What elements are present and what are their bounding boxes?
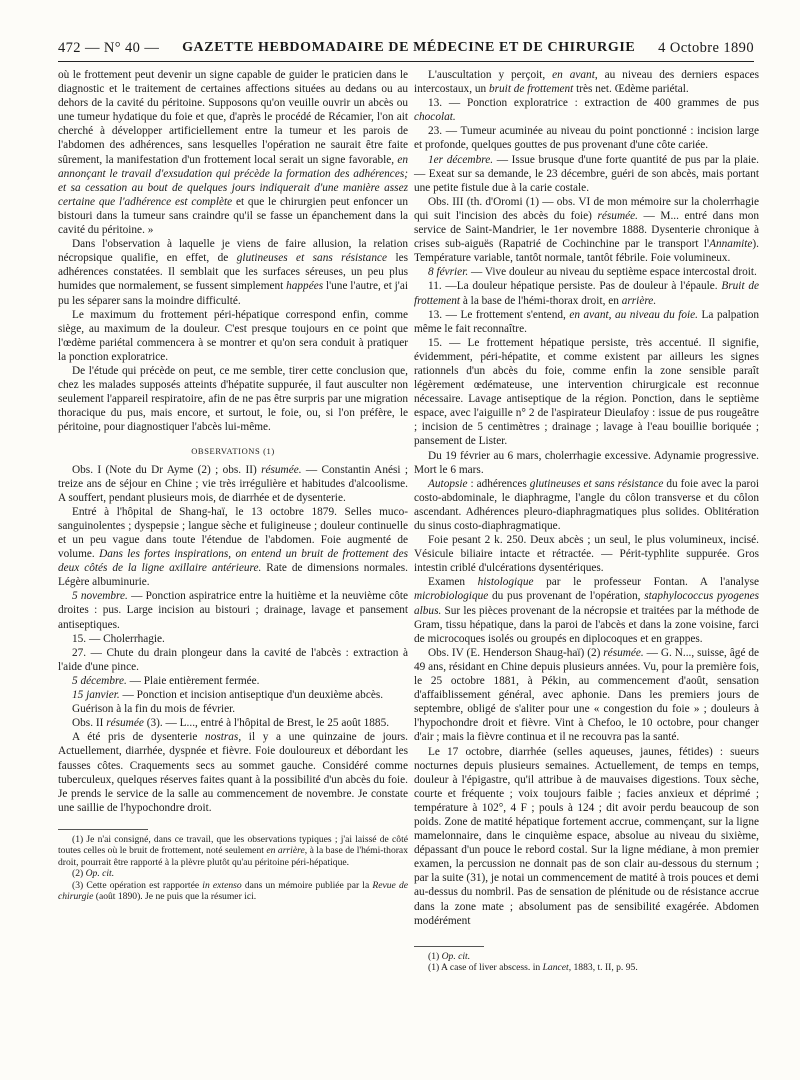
footnote: (1) Op. cit.	[428, 950, 471, 962]
section-heading: OBSERVATIONS (1)	[191, 446, 275, 457]
paragraph: où le frottement peut devenir un signe capable de guider le praticien dans le diagnostic et le traitement de certaines affections situées au dedans ou au dehors de la cavité du péritoine. Supposons qu'on veuille ouvrir un abcès ou une tumeur hydatique du foie et que, d'après le procédé de Récamier, l'on ait cherché à développer artificiellement entre la tumeur et les parois de l'abdomen des adhérences, sans lesquelles l'opération ne saurait être faite sûrement, la manifestation d'un frottement local serait un signe favorable, en annonçant le travail d'exsudation qui précède la formation des adhérences; et sa cessation au bout de quelques jours indiquerait d'une manière assez certaine que l'adhérence est complète et que le chirurgien peut enfoncer un bistouri dans la tumeur sans craindre qu'il se fasse un épanchement dans la cavité du péritoine. »	[58, 69, 409, 237]
entry: 15 janvier. — Ponction et incision antiseptique d'un deuxième abcès.	[72, 689, 384, 702]
entry: 5 novembre. — Ponction aspiratrice entre la huitième et la neuvième côte droites : pus. Large incision au bistouri ; drainage, lavage et pansement antiseptiques.	[58, 590, 409, 631]
paragraph: Dans l'observation à laquelle je viens de faire allusion, la relation nécropsique qualifie, en effet, de glutineuses et sans résistance les adhérences constatées. Il semblait que les surfaces séreuses, un peu plus humides que normalement, se fussent simplement happées l'une l'autre, et j'ai pu les séparer sans la moindre difficulté.	[58, 238, 409, 307]
paragraph: De l'étude qui précède on peut, ce me semble, tirer cette conclusion que, chez les malades supposés atteints d'hépatite suppurée, il faut ausculter non seulement l'appareil respiratoire, afin de ne pas être surpris par une migration thoracique du pus, mais encore, et surtout, le foie, ou, si l'on préfère, le péritoine, pour diagnostiquer l'abcès lui-même.	[58, 364, 408, 434]
entry: 15. — Cholerrhagie.	[72, 632, 165, 645]
observation: Obs. IV (E. Henderson Shaug-haï) (2) résumée. — G. N..., suisse, âgé de 49 ans, résidant en Chine depuis plusieurs années. Vu, pour la première fois, le 25 octobre 1881, à Pékin, au commencement d'août, sensation d'affaiblissement général, avec aphonie. Dans les premiers jours de septembre, obligé de s'aliter pour une « congestion du foie » ; douleurs à l'hypochondre droit et fièvre. Vint à Chefoo, le 10 octobre, pour changer d'air ; mais la fièvre continua et il ne recouvra pas la santé.	[414, 646, 760, 744]
footnote: (3) Cette opération est rapportée in extenso dans un mémoire publiée par la Revue de chirurgie (août 1890). Je ne puis que la résumer ici.	[58, 879, 409, 902]
paragraph: L'auscultation y perçoit, en avant, au niveau des derniers espaces intercostaux, un bruit de frottement très net. Œdème pariétal.	[414, 69, 759, 96]
footnote: (1) A case of liver abscess. in Lancet, 1883, t. II, p. 95.	[428, 962, 638, 974]
paragraph: Le 17 octobre, diarrhée (selles aqueuses, jaunes, fétides) : sueurs nocturnes depuis plusieurs semaines. Actuellement, de temps en temps, douleur à l'épigastre, qu'il attribue à de mauvaises digestions. Toux sèche, courte et fréquente ; voix toujours faible ; facies anxieux et déprimé ; température à 102°, 4 F ; pouls à 124 ; dit avoir perdu beaucoup de son poids. Zone de matité hépatique fortement accrue, commençant, sur la ligne mamelonnaire, dans le cinquième espace, absolue au niveau du sixième, dépassant d'un pouce le rebord costal. Sur la ligne médiane, à mon premier examen, la percussion ne donnait pas de son clair au-dessous du sternum ; par la suite (31), je notai un commencement de matité à trois pouces et demi au-dessus du nombril. Pas de sensation de plénitude ou de résistance accrue dans la zone mate ; absolument pas de sensibilité exagérée. Abdomen modérément	[414, 745, 759, 927]
entry: Guérison à la fin du mois de février.	[72, 703, 236, 716]
entry: 23. — Tumeur acuminée au niveau du point ponctionné : incision large et profonde, quelques gouttes de pus provenant d'une côte cariée.	[414, 125, 759, 152]
entry: 13. — Le frottement s'entend, en avant, au niveau du foie. La palpation même le fait reconnaître.	[414, 308, 760, 335]
paragraph: Autopsie : adhérences glutineuses et sans résistance du foie avec la paroi costo-abdominale, le diaphragme, l'angle du côlon transverse et du côlon ascendant. Adhérences pleuro-diaphragmatiques plus solides. Oblitération du sinus costo-diaphragmatique.	[414, 477, 760, 532]
paragraph: A été pris de dysenterie nostras, il y a une quinzaine de jours. Actuellement, diarrhée, dyspnée et fièvre. Foie douloureux et débordant les fausses côtes. Craquements secs au sommet gauche. Considéré comme tuberculeux, quelques réserves faites quant à la possibilité d'un abcès du foie. Je prends le service de la salle au commencement de novembre. Je constate une saillie de l'hypochondre droit.	[58, 731, 409, 814]
issue-date: 4 Octobre 1890	[658, 39, 754, 56]
footnotes	[58, 830, 408, 902]
footnote: (1) Je n'ai consigné, dans ce travail, que les observations typiques ; j'ai laissé de côté toutes celles où le bruit de frottement, noté seulement en arrière, à la base de l'hémi-thorax droit, pourrait être rapporté à la plèvre plutôt qu'au péritoine péri-hépatique.	[58, 833, 408, 868]
page-number: 472 — N° 40 —	[58, 39, 160, 56]
entry: 1er décembre. — Issue brusque d'une forte quantité de pus par la plaie. — Exeat sur sa demande, le 23 décembre, guéri de son abcès, mais portant une petite fistule due à la carie costale.	[414, 153, 759, 194]
page-header	[58, 36, 754, 60]
entry: 8 février. — Vive douleur au niveau du septième espace intercostal droit.	[428, 266, 757, 279]
entry: 13. — Ponction exploratrice : extraction de 400 grammes de pus chocolat.	[414, 97, 759, 124]
left-column	[58, 68, 408, 902]
journal-title: GAZETTE HEBDOMADAIRE DE MÉDECINE ET DE CHIRURGIE	[182, 40, 636, 55]
footnote: (2) Op. cit.	[72, 868, 115, 880]
observation: Obs. II résumée (3). — L..., entré à l'hôpital de Brest, le 25 août 1885.	[72, 717, 390, 730]
observation: Obs. III (th. d'Oromi (1) — obs. VI de mon mémoire sur la cholerrhagie qui suit l'incision des abcès du foie) résumée. — M... entré dans mon service de Saint-Mandrier, le 1er novembre 1888. Dysenterie chronique à crises sub-aiguës (Rapatrié de Cochinchine par le transport l'Annamite). Température variable, tantôt normale, tantôt fébrile. Foie volumineux.	[414, 195, 760, 265]
right-column	[414, 68, 759, 974]
paragraph: Entré à l'hôpital de Shang-haï, le 13 octobre 1879. Selles muco-sanguinolentes ; dyspepsie ; langue sèche et fuligineuse ; douleur continuelle et un peu vague dans toute l'étendue de l'abdomen. Foie augmenté de volume. Dans les fortes inspirations, on entend un bruit de frottement des deux côtés de la ligne axillaire antérieure. Rate de dimensions normales. Légère albuminurie.	[58, 505, 408, 589]
entry: 5 décembre. — Plaie entièrement fermée.	[72, 674, 260, 687]
paragraph: Examen histologique par le professeur Fontan. A l'analyse microbiologique du pus provenant de l'opération, staphylococcus pyogenes albus. Sur les pièces provenant de la nécropsie et traitées par la méthode de Gram, tissu hépatique, dans la paroi de l'abcès et dans la zone voisine, farci de microcoques isolés ou groupés en diplocoques et en grappes.	[414, 576, 760, 645]
header-rule	[58, 61, 754, 62]
paragraph: Le maximum du frottement péri-hépatique correspond enfin, comme siège, au maximum de la douleur. C'est presque toujours en ce point que l'œdème pariétal commencera à se montrer et qu'on sera conduit à pratiquer la ponction exploratrice.	[58, 308, 408, 363]
entry: 27. — Chute du drain plongeur dans la cavité de l'abcès : extraction à l'aide d'une pince.	[58, 646, 408, 673]
entry: 11. —La douleur hépatique persiste. Pas de douleur à l'épaule. Bruit de frottement à la base de l'hémi-thorax droit, en arrière.	[414, 280, 759, 307]
footnotes	[414, 947, 759, 974]
entry: 15. — Le frottement hépatique persiste, très accentué. Il signifie, évidemment, péri-hépatite, et comme existent par ailleurs les signes rationnels d'un abcès du foie, comme enfin la zone sensible paraît légèrement œdémateuse, une intervention chirurgicale est reconnue nécessaire. Lavage antiseptique de la région. Ponction, dans le septième espace, avec l'aiguille n° 2 de l'aspirateur Dieulafoy : issue de pus rougeâtre ; incision de 5 centimètres ; drainage ; lavage à l'eau bouillie boriquée ; pansement de Lister.	[414, 336, 759, 448]
observation: Obs. I (Note du Dr Ayme (2) ; obs. II) résumée. — Constantin Anési ; treize ans de séjour en Chine ; vie très irrégulière et habitudes d'alcoolisme. A souffert, pendant plusieurs mois, de diarrhée et de dysenterie.	[58, 463, 408, 504]
entry: Du 19 février au 6 mars, cholerrhagie excessive. Adynamie progressive. Mort le 6 mars.	[414, 449, 759, 476]
paragraph: Foie pesant 2 k. 250. Deux abcès ; un seul, le plus volumineux, incisé. Vésicule biliaire intacte et rétractée. — Périt-typhlite suppurée. Gros intestin criblé d'ulcérations dysentériques.	[414, 534, 759, 575]
